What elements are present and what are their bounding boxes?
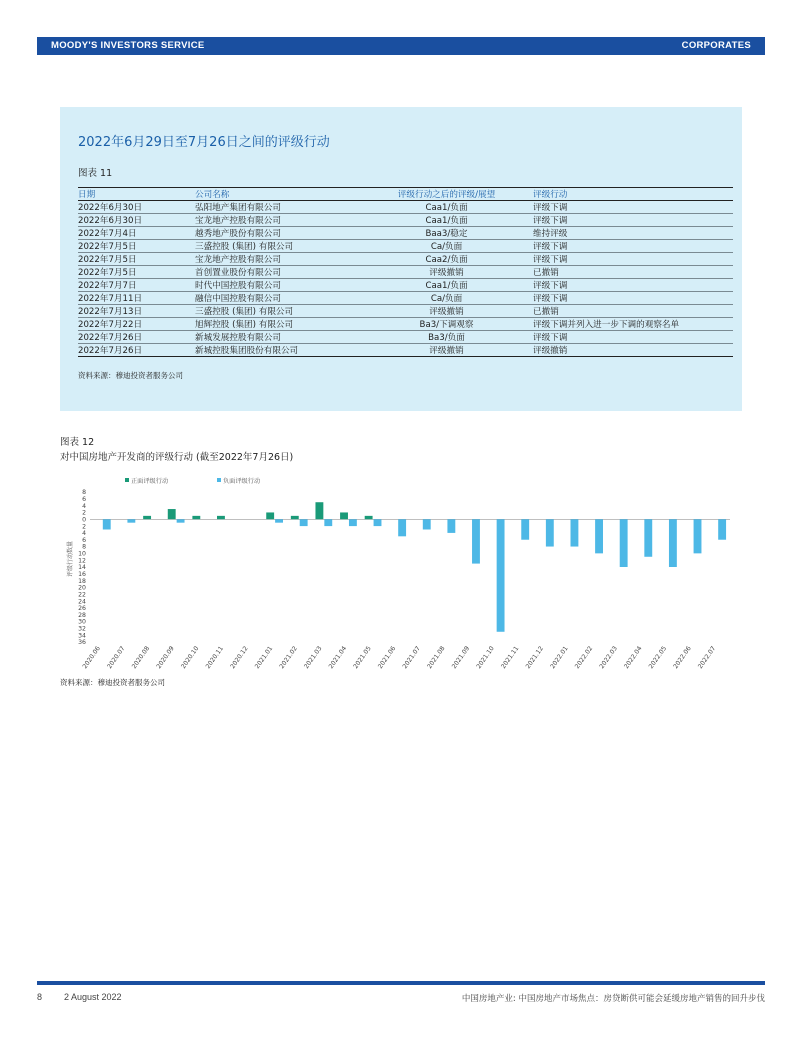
cell-date: 2022年7月5日 <box>78 253 195 266</box>
cell-action: 评级下调 <box>533 201 733 214</box>
cell-date: 2022年7月22日 <box>78 318 195 331</box>
legend-swatch <box>217 478 221 482</box>
footer-bar <box>37 981 765 985</box>
cell-date: 2022年7月11日 <box>78 292 195 305</box>
y-tick-label: 4 <box>82 530 86 538</box>
cell-rating: Ba3/下调观察 <box>383 318 510 331</box>
cell-action: 评级下调 <box>533 292 733 305</box>
y-tick-label: 8 <box>82 489 86 497</box>
legend-label: 正面评级行动 <box>131 478 169 485</box>
legend-label: 负面评级行动 <box>223 478 261 485</box>
cell-company: 时代中国控股有限公司 <box>195 279 383 292</box>
x-tick-label: 2022.03 <box>598 645 619 671</box>
x-tick-label: 2021.01 <box>253 645 275 671</box>
x-tick-label: 2021.05 <box>352 645 373 671</box>
bar-positive <box>291 516 299 519</box>
bar-negative <box>694 519 702 553</box>
y-tick-label: 2 <box>82 523 86 531</box>
y-tick-label: 14 <box>78 564 86 572</box>
exhibit-12-source: 资料来源：穆迪投资者服务公司 <box>60 678 165 687</box>
x-tick-label: 2022.04 <box>623 645 644 671</box>
x-tick-label: 2021.04 <box>327 645 349 671</box>
cell-rating: Caa1/负面 <box>383 214 510 227</box>
cell-company: 宝龙地产控股有限公司 <box>195 253 383 266</box>
y-tick-label: 12 <box>78 557 86 565</box>
y-tick-label: 6 <box>82 496 86 504</box>
y-tick-label: 26 <box>78 605 86 613</box>
bar-negative <box>349 519 357 526</box>
y-tick-label: 6 <box>82 536 86 544</box>
bar-negative <box>595 519 603 553</box>
cell-gap <box>510 279 533 292</box>
col-header-rating: 评级行动之后的评级/展望 <box>383 188 510 201</box>
cell-date: 2022年7月4日 <box>78 227 195 240</box>
x-tick-label: 2021.09 <box>450 645 472 671</box>
exhibit-11-box <box>60 107 742 411</box>
cell-date: 2022年7月26日 <box>78 344 195 357</box>
bar-negative <box>571 519 579 546</box>
table-row <box>78 344 733 357</box>
x-tick-label: 2020.06 <box>81 645 102 671</box>
header-bar <box>37 37 765 55</box>
y-tick-label: 36 <box>78 639 86 647</box>
ratings-table <box>78 187 733 357</box>
cell-company: 旭辉控股 (集团) 有限公司 <box>195 318 383 331</box>
cell-company: 融信中国控股有限公司 <box>195 292 383 305</box>
cell-gap <box>510 240 533 253</box>
bar-positive <box>192 516 200 519</box>
table-row <box>78 214 733 227</box>
exhibit-11-title: 2022年6月29日至7月26日之间的评级行动 <box>78 135 330 150</box>
x-tick-label: 2021.03 <box>303 645 324 671</box>
bar-negative <box>103 519 111 529</box>
exhibit-11-source: 资料来源：穆迪投资者服务公司 <box>78 371 183 380</box>
y-tick-label: 24 <box>78 598 86 606</box>
cell-company: 新城控股集团股份有限公司 <box>195 344 383 357</box>
page-number: 8 <box>37 992 43 1002</box>
y-tick-label: 8 <box>82 543 86 551</box>
y-tick-label: 2 <box>82 509 86 517</box>
publisher-name: MOODY'S INVESTORS SERVICE <box>51 40 205 51</box>
table-row <box>78 253 733 266</box>
x-tick-label: 2020.08 <box>130 645 152 671</box>
cell-gap <box>510 344 533 357</box>
y-tick-label: 30 <box>78 618 86 626</box>
bar-negative <box>620 519 628 567</box>
y-tick-label: 28 <box>78 611 86 619</box>
table-row <box>78 240 733 253</box>
section-name: CORPORATES <box>681 40 751 51</box>
cell-action: 评级下调 <box>533 253 733 266</box>
bar-negative <box>546 519 554 546</box>
table-row <box>78 292 733 305</box>
bar-negative <box>447 519 455 533</box>
cell-date: 2022年7月7日 <box>78 279 195 292</box>
y-tick-label: 18 <box>78 577 86 585</box>
cell-rating: Ca/负面 <box>383 240 510 253</box>
cell-action: 已撤销 <box>533 266 733 279</box>
cell-action: 评级下调 <box>533 240 733 253</box>
cell-gap <box>510 201 533 214</box>
cell-action: 维持评级 <box>533 227 733 240</box>
exhibit-11-label: 图表 11 <box>78 168 113 179</box>
col-gap <box>510 188 533 201</box>
bar-positive <box>340 512 348 519</box>
cell-action: 评级下调 <box>533 214 733 227</box>
document-title: 中国房地产业: 中国房地产市场焦点：房贷断供可能会延缓房地产销售的回升步伐 <box>461 994 765 1004</box>
cell-company: 三盛控股 (集团) 有限公司 <box>195 305 383 318</box>
cell-rating: 评级撤销 <box>383 305 510 318</box>
cell-rating: Ba3/负面 <box>383 331 510 344</box>
y-tick-label: 4 <box>82 502 86 510</box>
table-header-row <box>78 188 733 201</box>
col-header-date: 日期 <box>78 188 195 201</box>
y-tick-label: 20 <box>78 584 86 592</box>
cell-date: 2022年7月5日 <box>78 266 195 279</box>
col-header-action: 评级行动 <box>533 188 733 201</box>
cell-gap <box>510 305 533 318</box>
bar-negative <box>127 519 135 522</box>
bar-negative <box>398 519 406 536</box>
x-tick-label: 2020.07 <box>106 645 127 671</box>
bar-negative <box>300 519 308 526</box>
cell-rating: Caa2/负面 <box>383 253 510 266</box>
x-tick-label: 2022.06 <box>672 645 693 671</box>
exhibit-12-label: 图表 12 <box>60 437 95 448</box>
cell-rating: Caa1/负面 <box>383 201 510 214</box>
bar-negative <box>324 519 332 526</box>
x-tick-label: 2022.01 <box>549 645 570 671</box>
bar-negative <box>374 519 382 526</box>
x-tick-label: 2021.08 <box>426 645 447 671</box>
y-tick-label: 16 <box>78 571 86 579</box>
cell-company: 宝龙地产控股有限公司 <box>195 214 383 227</box>
x-tick-label: 2021.06 <box>376 645 398 671</box>
table-row <box>78 279 733 292</box>
cell-gap <box>510 331 533 344</box>
cell-date: 2022年6月30日 <box>78 201 195 214</box>
publish-date: 2 August 2022 <box>64 992 122 1002</box>
cell-date: 2022年7月13日 <box>78 305 195 318</box>
cell-gap <box>510 214 533 227</box>
x-tick-label: 2022.02 <box>573 645 595 671</box>
cell-gap <box>510 292 533 305</box>
table-row <box>78 266 733 279</box>
cell-company: 首创置业股份有限公司 <box>195 266 383 279</box>
cell-action: 评级撤销 <box>533 344 733 357</box>
cell-date: 2022年6月30日 <box>78 214 195 227</box>
y-tick-label: 0 <box>82 516 86 524</box>
cell-action: 评级下调 <box>533 331 733 344</box>
bar-negative <box>644 519 652 557</box>
bar-positive <box>143 516 151 519</box>
cell-gap <box>510 318 533 331</box>
bar-negative <box>275 519 283 522</box>
cell-rating: 评级撤销 <box>383 344 510 357</box>
cell-gap <box>510 266 533 279</box>
x-tick-label: 2021.11 <box>499 645 521 671</box>
x-tick-label: 2021.12 <box>524 645 546 671</box>
bar-negative <box>177 519 185 522</box>
y-tick-label: 32 <box>78 625 86 633</box>
table-row <box>78 318 733 331</box>
bar-negative <box>423 519 431 529</box>
cell-date: 2022年7月26日 <box>78 331 195 344</box>
x-tick-label: 2020.11 <box>204 645 226 671</box>
bar-positive <box>168 509 176 519</box>
table-row <box>78 227 733 240</box>
cell-company: 越秀地产股份有限公司 <box>195 227 383 240</box>
bar-positive <box>266 512 274 519</box>
cell-company: 三盛控股 (集团) 有限公司 <box>195 240 383 253</box>
x-tick-label: 2020.12 <box>229 645 250 671</box>
legend-swatch <box>125 478 129 482</box>
table-row <box>78 305 733 318</box>
table-row <box>78 331 733 344</box>
x-tick-label: 2020.10 <box>179 645 201 671</box>
bar-positive <box>217 516 225 519</box>
cell-action: 评级下调 <box>533 279 733 292</box>
cell-gap <box>510 227 533 240</box>
y-tick-label: 22 <box>78 591 86 599</box>
cell-action: 已撤销 <box>533 305 733 318</box>
x-tick-label: 2021.10 <box>475 645 496 671</box>
cell-rating: 评级撤销 <box>383 266 510 279</box>
x-tick-label: 2022.05 <box>647 645 669 671</box>
exhibit-12-title: 对中国房地产开发商的评级行动 (截至2022年7月26日) <box>60 452 294 463</box>
bar-negative <box>472 519 480 563</box>
cell-action: 评级下调并列入进一步下调的观察名单 <box>533 318 733 331</box>
col-header-company: 公司名称 <box>195 188 383 201</box>
bar-negative <box>669 519 677 567</box>
x-tick-label: 2022.07 <box>696 645 718 671</box>
bar-negative <box>521 519 529 539</box>
y-tick-label: 34 <box>78 632 86 640</box>
bar-negative <box>497 519 505 632</box>
bar-positive <box>315 502 323 519</box>
rating-actions-chart <box>60 470 740 675</box>
y-axis-title: 评级行动数量 <box>67 540 74 578</box>
cell-date: 2022年7月5日 <box>78 240 195 253</box>
bar-negative <box>718 519 726 539</box>
x-tick-label: 2021.02 <box>278 645 299 671</box>
y-tick-label: 10 <box>78 550 86 558</box>
table-row <box>78 201 733 214</box>
x-tick-label: 2020.09 <box>155 645 176 671</box>
cell-rating: Ca/负面 <box>383 292 510 305</box>
x-tick-label: 2021.07 <box>401 645 422 671</box>
bar-positive <box>365 516 373 519</box>
cell-company: 弘阳地产集团有限公司 <box>195 201 383 214</box>
cell-company: 新城发展控股有限公司 <box>195 331 383 344</box>
cell-rating: Baa3/稳定 <box>383 227 510 240</box>
cell-gap <box>510 253 533 266</box>
cell-rating: Caa1/负面 <box>383 279 510 292</box>
